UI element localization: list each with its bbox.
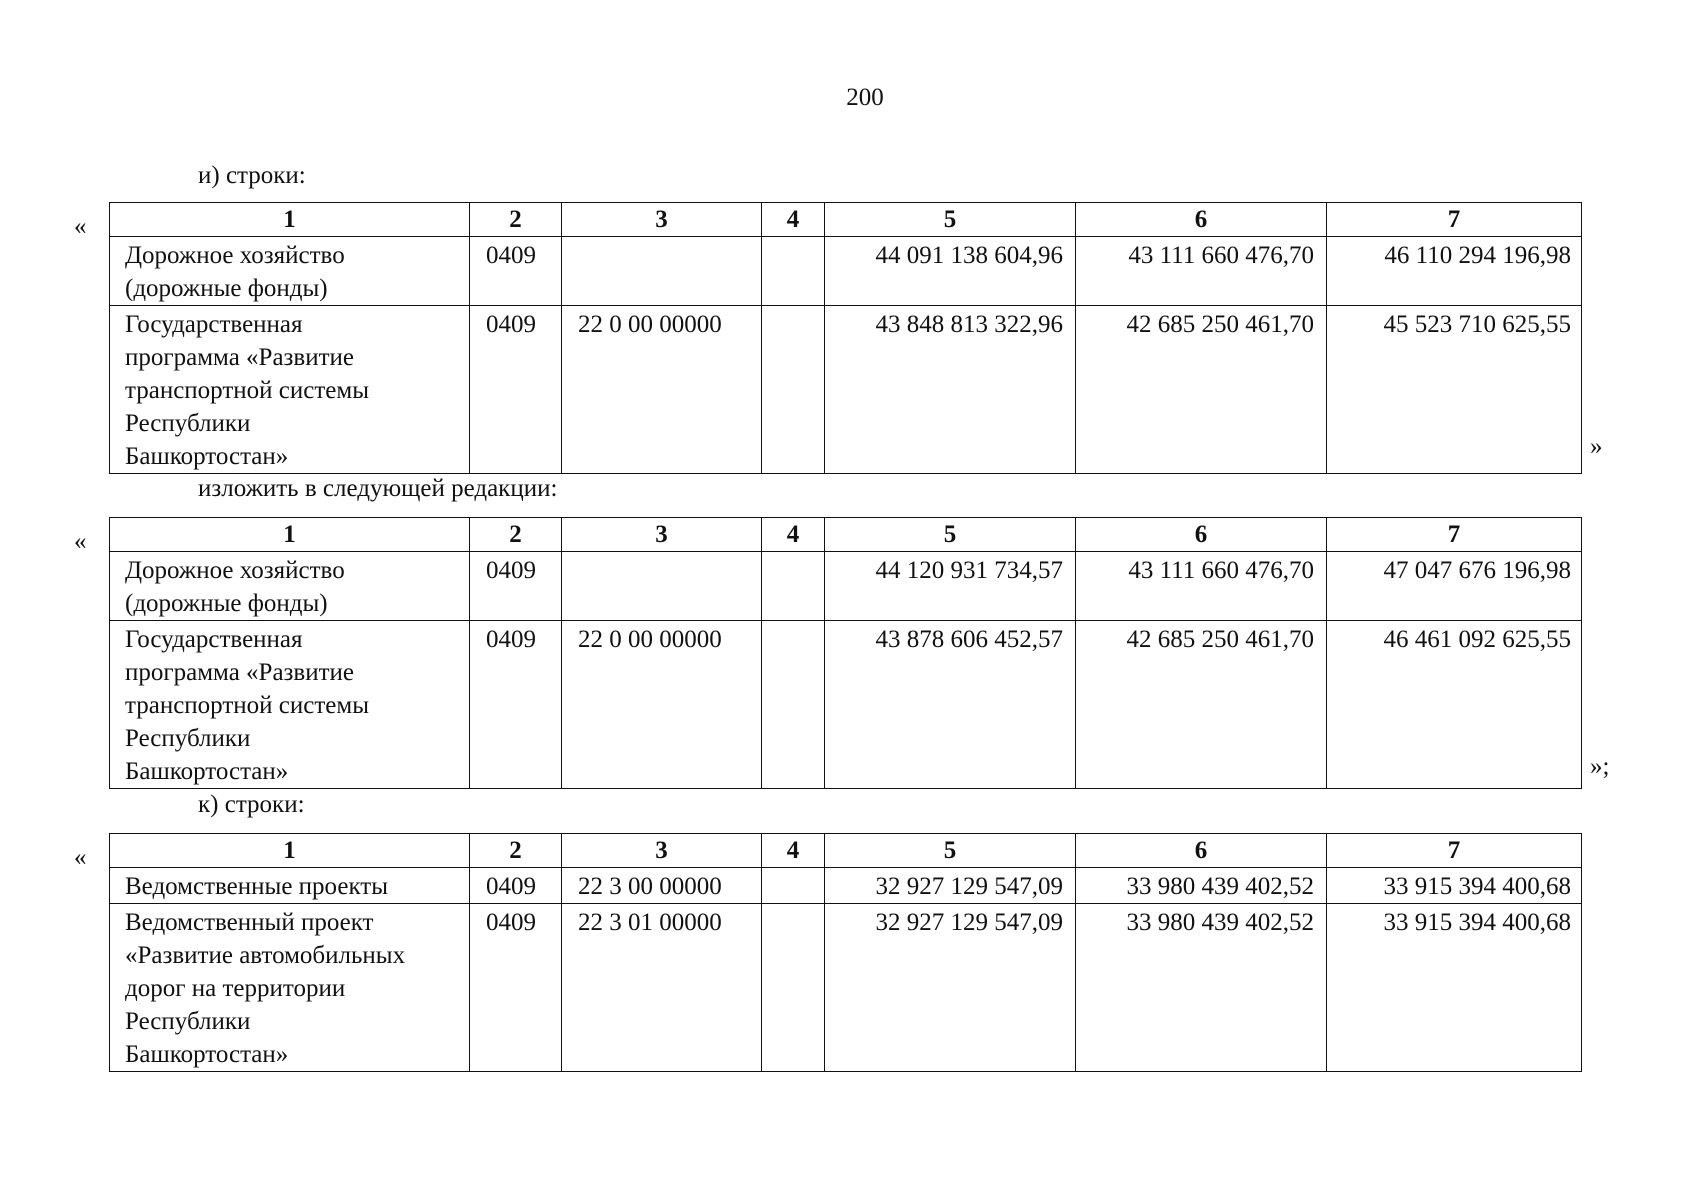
- header-cell: 6: [1076, 834, 1327, 868]
- row-name-line: Республики: [125, 725, 251, 752]
- amount-year-3: 47 047 676 196,98: [1327, 552, 1582, 621]
- header-cell: 4: [762, 834, 825, 868]
- row-name-line: программа «Развитие: [125, 344, 355, 371]
- header-cell: 7: [1327, 834, 1582, 868]
- section-code: 0409: [470, 904, 562, 1072]
- header-cell: 5: [825, 203, 1076, 237]
- page-number: 200: [846, 84, 884, 111]
- section-code: 0409: [470, 621, 562, 789]
- amount-year-1: 43 878 606 452,57: [825, 621, 1076, 789]
- amount-year-1: 44 091 138 604,96: [825, 237, 1076, 306]
- type-code: [762, 904, 825, 1072]
- header-cell: 6: [1076, 203, 1327, 237]
- type-code: [762, 306, 825, 474]
- amount-year-3: 45 523 710 625,55: [1327, 306, 1582, 474]
- amount-year-2: 43 111 660 476,70: [1076, 552, 1327, 621]
- open-quote: «: [74, 528, 87, 555]
- row-name-line: программа «Развитие: [125, 659, 355, 686]
- target-code: [562, 552, 762, 621]
- header-cell: 2: [470, 203, 562, 237]
- row-name: [110, 306, 470, 474]
- amount-year-1: 32 927 129 547,09: [825, 868, 1076, 904]
- row-name: [110, 552, 470, 621]
- target-code: 22 0 00 00000: [562, 621, 762, 789]
- amount-year-2: 33 980 439 402,52: [1076, 868, 1327, 904]
- section-code: 0409: [470, 237, 562, 306]
- header-cell: 3: [562, 203, 762, 237]
- row-name: [110, 868, 470, 904]
- header-cell: 3: [562, 834, 762, 868]
- table-row: [110, 868, 1582, 904]
- header-cell: 2: [470, 518, 562, 552]
- header-cell: 5: [825, 834, 1076, 868]
- row-name-line: Дорожное хозяйство: [125, 242, 345, 269]
- budget-table-1: [109, 202, 1582, 474]
- header-cell: 7: [1327, 518, 1582, 552]
- table-row: [110, 904, 1582, 1072]
- row-name-line: Дорожное хозяйство: [125, 557, 345, 584]
- amount-year-3: 46 110 294 196,98: [1327, 237, 1582, 306]
- section-code: 0409: [470, 552, 562, 621]
- close-quote: »: [1590, 433, 1603, 460]
- type-code: [762, 868, 825, 904]
- header-cell: 6: [1076, 518, 1327, 552]
- amount-year-3: 33 915 394 400,68: [1327, 904, 1582, 1072]
- header-cell: 1: [110, 518, 470, 552]
- header-cell: 1: [110, 203, 470, 237]
- row-name-line: Ведомственные проекты: [125, 873, 389, 900]
- table-row: [110, 306, 1582, 474]
- amount-year-1: 32 927 129 547,09: [825, 904, 1076, 1072]
- amount-year-1: 43 848 813 322,96: [825, 306, 1076, 474]
- row-name: [110, 904, 470, 1072]
- amount-year-2: 42 685 250 461,70: [1076, 306, 1327, 474]
- section-intro-k: к) строки:: [198, 791, 305, 818]
- row-name-line: Башкортостан»: [125, 443, 289, 470]
- row-name-line: Государственная: [125, 626, 303, 653]
- table-header-row: [110, 518, 1582, 552]
- row-name-line: Башкортостан»: [125, 758, 289, 785]
- open-quote: «: [74, 213, 87, 240]
- table-header-row: [110, 203, 1582, 237]
- budget-table-2: [109, 517, 1582, 789]
- header-cell: 7: [1327, 203, 1582, 237]
- row-name: [110, 621, 470, 789]
- header-cell: 2: [470, 834, 562, 868]
- open-quote: «: [74, 844, 87, 871]
- type-code: [762, 621, 825, 789]
- header-cell: 1: [110, 834, 470, 868]
- amount-year-3: 33 915 394 400,68: [1327, 868, 1582, 904]
- close-quote: »;: [1590, 753, 1610, 780]
- type-code: [762, 552, 825, 621]
- amount-year-3: 46 461 092 625,55: [1327, 621, 1582, 789]
- header-cell: 4: [762, 203, 825, 237]
- row-name-line: Башкортостан»: [125, 1041, 289, 1068]
- row-name-line: транспортной системы: [125, 377, 369, 404]
- amount-year-1: 44 120 931 734,57: [825, 552, 1076, 621]
- row-name-line: (дорожные фонды): [125, 275, 328, 302]
- amount-year-2: 42 685 250 461,70: [1076, 621, 1327, 789]
- section-intro-revision: изложить в следующей редакции:: [198, 475, 558, 502]
- table-header-row: [110, 834, 1582, 868]
- row-name-line: Ведомственный проект: [125, 909, 374, 936]
- budget-table-3: [109, 833, 1582, 1072]
- header-cell: 4: [762, 518, 825, 552]
- row-name: [110, 237, 470, 306]
- amount-year-2: 33 980 439 402,52: [1076, 904, 1327, 1072]
- row-name-line: дорог на территории: [125, 975, 346, 1002]
- section-intro-i: и) строки:: [198, 162, 306, 189]
- header-cell: 5: [825, 518, 1076, 552]
- row-name-line: (дорожные фонды): [125, 590, 328, 617]
- table-row: [110, 621, 1582, 789]
- type-code: [762, 237, 825, 306]
- row-name-line: «Развитие автомобильных: [125, 942, 406, 969]
- row-name-line: Республики: [125, 1008, 251, 1035]
- row-name-line: транспортной системы: [125, 692, 369, 719]
- target-code: [562, 237, 762, 306]
- table-row: [110, 237, 1582, 306]
- table-row: [110, 552, 1582, 621]
- section-code: 0409: [470, 306, 562, 474]
- header-cell: 3: [562, 518, 762, 552]
- row-name-line: Республики: [125, 410, 251, 437]
- target-code: 22 0 00 00000: [562, 306, 762, 474]
- target-code: 22 3 01 00000: [562, 904, 762, 1072]
- target-code: 22 3 00 00000: [562, 868, 762, 904]
- section-code: 0409: [470, 868, 562, 904]
- row-name-line: Государственная: [125, 311, 303, 338]
- amount-year-2: 43 111 660 476,70: [1076, 237, 1327, 306]
